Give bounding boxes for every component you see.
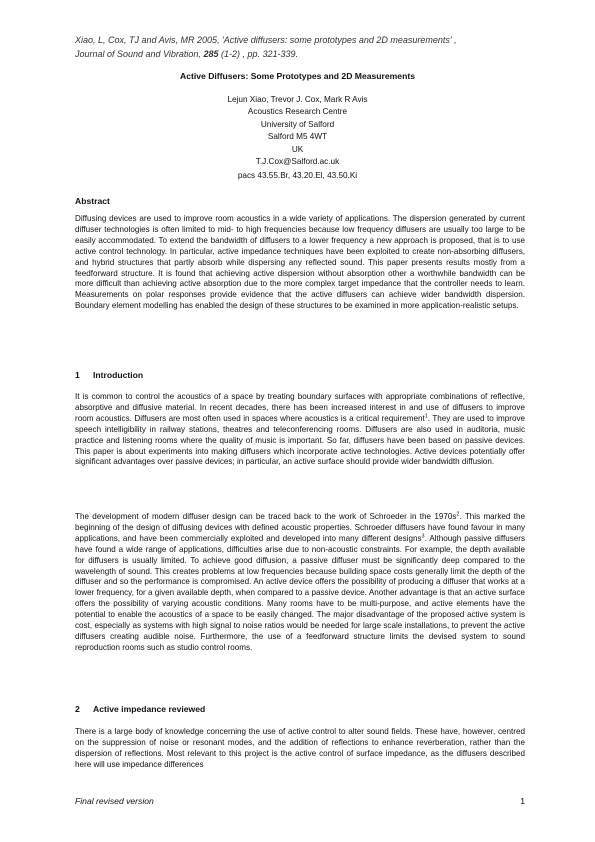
author-email: T.J.Cox@Salford.ac.uk — [255, 157, 340, 167]
section-2-heading — [75, 704, 595, 714]
footer-version-note: Final revised version — [75, 796, 154, 806]
text-run: . This marked the beginning of the design of diffusing devices with defined acoustic properties. Schroeder diffusers have found favour in many applications, and have been commercially exploited and developed into many different designs — [75, 512, 525, 543]
section-1-heading — [75, 370, 595, 380]
footnote-ref: 3 — [421, 533, 425, 540]
intro-paragraph-2 — [75, 512, 525, 654]
abstract-heading: Abstract — [75, 196, 110, 206]
affiliation-line: Salford M5 4WT — [267, 132, 328, 142]
text-run: . They are used to improve speech intelligibility in railway stations, theatres and teleconferencing rooms. Diffusers are also used in auditoria, music practice and listening rooms where the quality of music is important. So far, diffusers have been based on passive devices. This paper is about experiments into making diffusers which incorporate active technologies. Active devices potentially offer significant advantages over passive devices; in particular, an active surface should provide wider bandwidth diffusion. — [75, 413, 525, 467]
footnote-ref: 2 — [456, 511, 460, 518]
affiliation-line: Acoustics Research Centre — [247, 107, 348, 117]
page-number: 1 — [520, 796, 525, 806]
paper-title: Active Diffusers: Some Prototypes and 2D Measurements — [180, 71, 415, 81]
pacs-codes: pacs 43.55.Br, 43.20.El, 43.50.Ki — [237, 171, 358, 180]
author-block — [0, 94, 595, 168]
author-names: Lejun Xiao, Trevor J. Cox, Mark R Avis — [227, 95, 368, 104]
section-title: Introduction — [93, 370, 144, 380]
citation-volume: 285 — [203, 49, 219, 59]
footnote-ref: 1 — [424, 413, 428, 420]
citation — [75, 33, 525, 61]
section-number: 2 — [75, 704, 80, 714]
section-2-paragraph-1: There is a large body of knowledge concerning the use of active control to alter sound fields. These have, however, centred on the suppression of noise or resonant modes, and the addition of reflections to enhance reverberation, rather than the dispersion of reflections. Most relevant to this project is the active control of surface impedance, as the diffusers described here will use impedance differences — [75, 727, 525, 769]
citation-line1: Xiao, L, Cox, TJ and Avis, MR 2005, 'Active diffusers: some prototypes and 2D measurements' , — [75, 35, 457, 45]
section-title: Active impedance reviewed — [93, 704, 206, 714]
intro-paragraph-1 — [75, 392, 525, 468]
text-run: It is common to control the acoustics of a space by treating boundary surfaces with appropriate combinations of reflective, absorptive and diffusive material. In recent decades, there has been increased interest in and use of diffusers to improve room acoustics. Diffusers are most often used in spaces where acoustics is a critical requirement — [75, 392, 525, 423]
section-number: 1 — [75, 370, 80, 380]
abstract-text: Diffusing devices are used to improve room acoustics in a wide variety of applications. The dispersion generated by current diffuser technologies is often limited to mid- to high frequencies because low frequency diffusers are usually too large to be easily accommodated. To extend the bandwidth of diffusers to a lower frequency a new approach is proposed, that is to use active control technology. In particular, active impedance techniques have been exploited to create non-absorbing diffusers, and hybrid structures that partly absorb while dispersing any reflected sound. This paper presents results mostly from a feedforward structure. It is found that achieving active dispersion without absorption other a worthwhile bandwidth can be more difficult than achieving active absorption due to the more complex target impedance that the controller needs to learn. Measurements on polar responses provide evidence that the active diffusers can achieve wider bandwidth dispersion. Boundary element modelling has enabled the design of these structures to be examined in more application-realistic setups. — [75, 214, 525, 311]
affiliation-line: University of Salford — [260, 119, 335, 129]
citation-issue-pages: (1-2) , pp. 321-339. — [221, 49, 299, 59]
affiliation-line: UK — [291, 144, 304, 154]
citation-journal: Journal of Sound and Vibration, — [75, 49, 201, 59]
text-run: The development of modern diffuser design can be traced back to the work of Schroeder in the 1970s — [75, 512, 457, 521]
text-run: . Although passive diffusers have found a wide range of applications, difficulties arise due to non-acoustic constraints. For example, the depth available for diffusers is usually limited. To achieve good diffusion, a passive diffuser must be significantly deep compared to the wavelength of sound. This creates problems at low frequencies because building space costs generally limit the depth of the diffuser and so the performance is compromised. An active device offers the possibility of producing a diffuser that works at a lower frequency, for a given available depth, when compared to a passive device. Another advantage is that an active surface offers the possibility of varying acoustic conditions. Many rooms have to be multi-purpose, and active elements have the potential to enable the acoustics of a space to be easily changed. The major disadvantage of the proposed active system is cost, especially as systems with high signal to noise ratios would be needed for large scale installations, to prevent the active diffusers creating audible noise. Furthermore, the use of a feedforward structure limits the devised system to sound reproduction rooms such as studio control rooms. — [75, 533, 526, 652]
